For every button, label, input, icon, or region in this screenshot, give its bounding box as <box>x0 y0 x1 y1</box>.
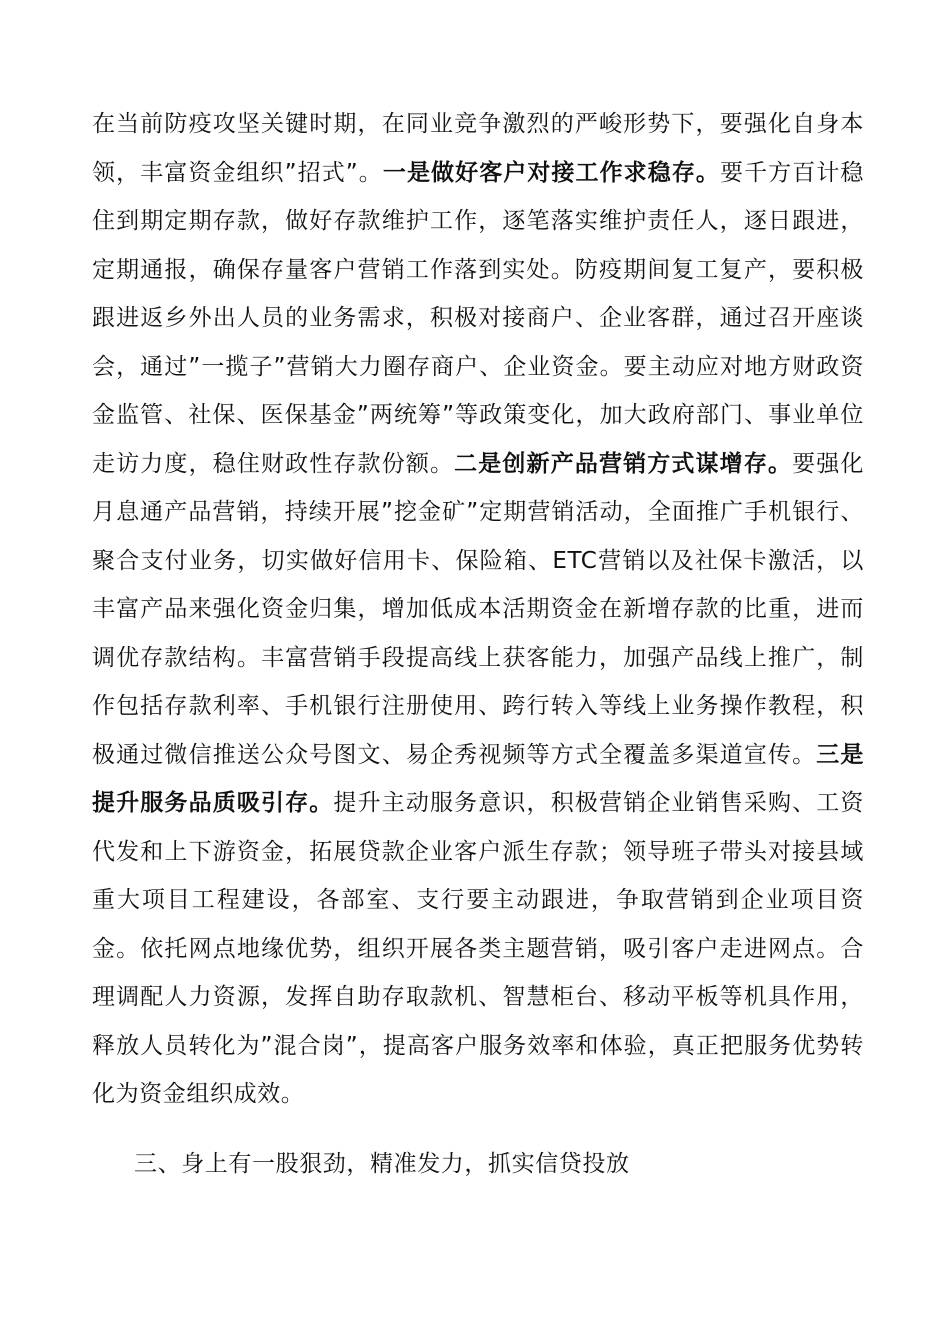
section-heading: 三、身上有一股狠劲，精准发力，抓实信贷投放 <box>134 1151 630 1177</box>
point-three-heading: 三是提升服务品质吸引存。 <box>92 741 865 816</box>
intro-sentence: 在当前防疫攻坚关键时期，在同业竞争激烈的严峻形势下，要强化自身本领，丰富资金组织”招式”。 <box>92 111 864 186</box>
body-paragraph <box>92 100 864 1119</box>
point-one-body: 要千方百计稳住到期定期存款，做好存款维护工作，逐笔落实维护责任人，逐日跟进，定期通报，确保存量客户营销工作落到实处。防疫期间复工复产，要积极跟进返乡外出人员的业务需求，积极对接商户、企业客群，通过召开座谈会，通过”一揽子”营销大力圈存商户、企业资金。要主动应对地方财政资金监管、社保、医保基金”两统筹”等政策变化，加大政府部门、事业单位走访力度，稳住财政性存款份额。 <box>92 159 864 477</box>
point-three-body: 提升主动服务意识，积极营销企业销售采购、工资代发和上下游资金，拓展贷款企业客户派生存款；领导班子带头对接县域重大项目工程建设，各部室、支行要主动跟进，争取营销到企业项目资金。依托网点地缘优势，组织开展各类主题营销，吸引客户走进网点。合理调配人力资源，发挥自助存取款机、智慧柜台、移动平板等机具作用，释放人员转化为”混合岗”，提高客户服务效率和体验，真正把服务优势转化为资金组织成效。 <box>92 790 865 1107</box>
point-one-heading: 一是做好客户对接工作求稳存。 <box>382 159 720 186</box>
point-two-heading: 二是创新产品营销方式谋增存。 <box>454 450 793 477</box>
point-two-body: 要强化月息通产品营销，持续开展”挖金矿”定期营销活动，全面推广手机银行、聚合支付业务，切实做好信用卡、保险箱、ETC营销以及社保卡激活，以丰富产品来强化资金归集，增加低成本活期资金在新增存款的比重，进而调优存款结构。丰富营销手段提高线上获客能力，加强产品线上推广，制作包括存款利率、手机银行注册使用、跨行转入等线上业务操作教程，积极通过微信推送公众号图文、易企秀视频等方式全覆盖多渠道宣传。 <box>92 450 864 768</box>
